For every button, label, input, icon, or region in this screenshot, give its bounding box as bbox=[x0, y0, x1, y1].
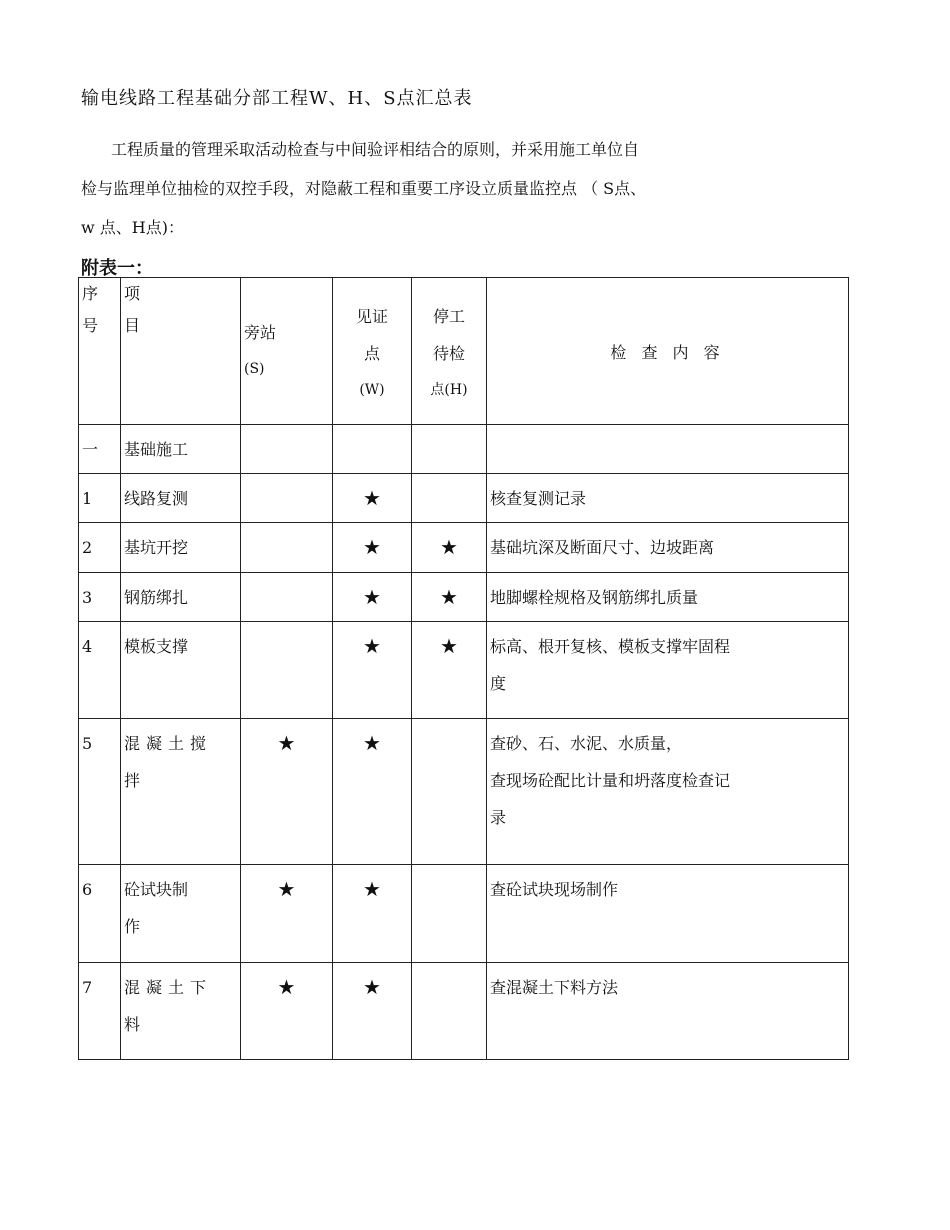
row-h-mark: ★ bbox=[440, 535, 458, 559]
row-w-mark: ★ bbox=[363, 535, 381, 559]
row-item-line: 砼试块制 bbox=[124, 880, 189, 899]
intro-line: 工程质量的管理采取活动检查与中间验评相结合的原则，并采用施工单位自 bbox=[111, 140, 640, 159]
row-h-mark bbox=[412, 474, 486, 480]
row-w-mark: ★ bbox=[363, 585, 381, 609]
row-content-line: 标高、根开复核、模板支撑牢固程 bbox=[490, 637, 731, 656]
header-seq-char: 号 bbox=[82, 316, 99, 335]
row-w-mark: ★ bbox=[363, 975, 381, 999]
row-s-mark: ★ bbox=[277, 877, 296, 901]
row-content: 核查复测记录 bbox=[490, 489, 587, 508]
row-seq: 1 bbox=[82, 489, 93, 508]
intro-paragraph bbox=[81, 130, 741, 247]
row-h-mark: ★ bbox=[440, 634, 458, 658]
header-item-char: 项 bbox=[124, 284, 141, 303]
row-seq: 4 bbox=[82, 637, 93, 656]
row-s-mark bbox=[241, 573, 332, 579]
row-w-mark: ★ bbox=[363, 731, 381, 755]
header-side-station bbox=[241, 278, 333, 425]
table-row bbox=[79, 865, 849, 963]
row-item: 线路复测 bbox=[124, 489, 189, 508]
row-s-mark: ★ bbox=[277, 975, 296, 999]
header-h-label: 停工 bbox=[432, 307, 465, 326]
row-content: 地脚螺栓规格及钢筋绑扎质量 bbox=[490, 588, 699, 607]
row-item-line: 作 bbox=[124, 917, 141, 936]
appendix-label: 附表一： bbox=[81, 258, 153, 279]
row-w-mark: ★ bbox=[363, 877, 381, 901]
row-content: 查砼试块现场制作 bbox=[490, 880, 619, 899]
table-row bbox=[79, 963, 849, 1060]
row-s-mark bbox=[241, 622, 332, 628]
table-row bbox=[79, 523, 849, 573]
row-item-line: 混凝土搅 bbox=[124, 734, 213, 753]
row-h-mark bbox=[412, 963, 486, 969]
header-w-code: (W) bbox=[359, 382, 385, 398]
row-seq: 3 bbox=[82, 588, 93, 607]
header-seq bbox=[79, 278, 121, 425]
row-w-mark bbox=[333, 425, 411, 431]
table-row bbox=[79, 622, 849, 719]
header-hold-point bbox=[412, 278, 487, 425]
row-h-mark: ★ bbox=[440, 585, 458, 609]
table-row bbox=[79, 719, 849, 865]
row-h-mark bbox=[412, 719, 486, 725]
intro-line: w 点、H点)： bbox=[81, 218, 184, 237]
header-h-label: 待检 bbox=[432, 344, 465, 363]
row-item: 基础施工 bbox=[124, 440, 189, 459]
header-h-code: 点(H) bbox=[430, 382, 468, 398]
row-item-line: 混凝土下 bbox=[124, 978, 213, 997]
row-item: 模板支撑 bbox=[124, 637, 189, 656]
row-content-line: 度 bbox=[490, 674, 507, 693]
header-s-label: 旁站 bbox=[244, 323, 277, 342]
row-content-line: 查现场砼配比计量和坍落度检查记 bbox=[490, 771, 731, 790]
row-w-mark: ★ bbox=[363, 634, 381, 658]
header-w-label: 点 bbox=[363, 344, 380, 363]
row-s-mark: ★ bbox=[277, 731, 296, 755]
row-seq: 5 bbox=[82, 734, 93, 753]
row-seq: 7 bbox=[82, 978, 93, 997]
row-s-mark bbox=[241, 425, 332, 431]
row-content: 基础坑深及断面尺寸、边坡距离 bbox=[490, 538, 715, 557]
intro-line: 检与监理单位抽检的双控手段，对隐蔽工程和重要工序设立质量监控点 （ S点、 bbox=[81, 179, 647, 198]
page-title: 输电线路工程基础分部工程W、H、S点汇总表 bbox=[81, 88, 473, 109]
header-content bbox=[487, 278, 849, 425]
row-item-line: 料 bbox=[124, 1015, 141, 1034]
row-s-mark bbox=[241, 523, 332, 529]
header-item-char: 目 bbox=[124, 316, 141, 335]
table-row bbox=[79, 474, 849, 523]
header-witness-point bbox=[333, 278, 412, 425]
row-item: 基坑开挖 bbox=[124, 538, 189, 557]
table-row bbox=[79, 425, 849, 474]
row-item: 钢筋绑扎 bbox=[124, 588, 189, 607]
table-row bbox=[79, 573, 849, 622]
row-h-mark bbox=[412, 425, 486, 431]
row-item-line: 拌 bbox=[124, 771, 141, 790]
header-item bbox=[121, 278, 241, 425]
header-seq-char: 序 bbox=[82, 284, 99, 303]
inspection-points-table bbox=[78, 277, 849, 1060]
row-s-mark bbox=[241, 474, 332, 480]
row-content bbox=[487, 425, 848, 431]
header-content-label: 检 查 内 容 bbox=[610, 343, 725, 362]
row-seq: 一 bbox=[82, 440, 99, 459]
row-w-mark: ★ bbox=[363, 486, 381, 510]
row-content-line: 查砂、石、水泥、水质量， bbox=[490, 734, 683, 753]
row-seq: 6 bbox=[82, 880, 93, 899]
header-w-label: 见证 bbox=[355, 307, 388, 326]
table-header-row bbox=[79, 278, 849, 425]
row-h-mark bbox=[412, 865, 486, 871]
row-content-line: 录 bbox=[490, 808, 507, 827]
header-s-code: (S) bbox=[244, 361, 265, 377]
row-seq: 2 bbox=[82, 538, 93, 557]
row-content: 查混凝土下料方法 bbox=[490, 978, 619, 997]
